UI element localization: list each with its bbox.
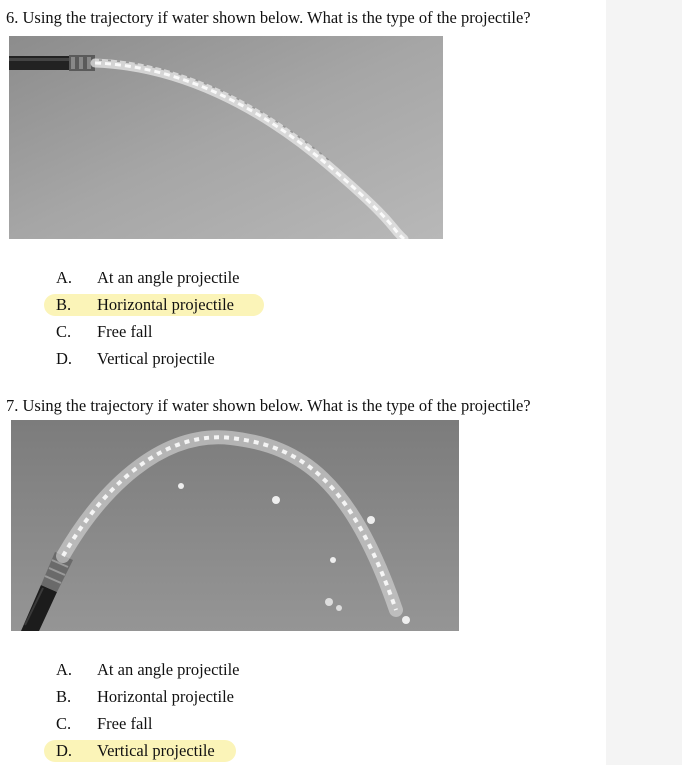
option-letter: B. — [56, 687, 72, 706]
option-text: Horizontal projectile — [97, 295, 234, 314]
option-letter: C. — [56, 714, 72, 733]
question-7-photo — [11, 420, 459, 631]
q7-option-c[interactable] — [0, 712, 600, 736]
option-text: Horizontal projectile — [97, 687, 234, 706]
page-margin — [606, 0, 682, 765]
option-letter: A. — [56, 268, 73, 287]
option-text: At an angle projectile — [97, 268, 240, 287]
q6-option-c[interactable] — [0, 320, 600, 344]
option-text: Free fall — [97, 714, 153, 733]
q6-option-a[interactable] — [0, 266, 600, 290]
water-stream-horizontal-icon — [9, 36, 443, 239]
question-6-text: 6. Using the trajectory if water shown below. What is the type of the projectile? — [6, 8, 531, 27]
option-text: Free fall — [97, 322, 153, 341]
option-letter: D. — [56, 349, 73, 368]
option-letter: D. — [56, 741, 73, 760]
q6-option-b[interactable] — [0, 293, 600, 317]
question-6-photo — [9, 36, 443, 239]
option-text: At an angle projectile — [97, 660, 240, 679]
option-letter: C. — [56, 322, 72, 341]
option-text: Vertical projectile — [97, 349, 215, 368]
question-7-text: 7. Using the trajectory if water shown below. What is the type of the projectile? — [6, 396, 531, 415]
option-text: Vertical projectile — [97, 741, 215, 760]
water-stream-arc-icon — [11, 420, 459, 631]
q7-option-a[interactable] — [0, 658, 600, 682]
q6-option-d[interactable] — [0, 347, 600, 371]
q7-option-d[interactable] — [0, 739, 600, 763]
q7-option-b[interactable] — [0, 685, 600, 709]
option-letter: A. — [56, 660, 73, 679]
option-letter: B. — [56, 295, 72, 314]
